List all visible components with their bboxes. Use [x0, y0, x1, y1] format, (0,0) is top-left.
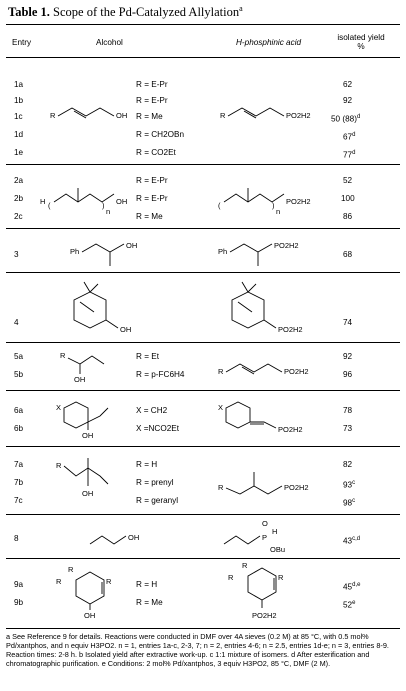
- yield-value: 67$^d$: [343, 132, 356, 142]
- label-OH: OH: [82, 489, 94, 498]
- acid-structure-1: [220, 96, 330, 126]
- label-OH: OH: [116, 197, 128, 206]
- condition-label: X = CH2: [136, 406, 168, 415]
- acid-structure-9: [228, 558, 328, 626]
- svg-text:(: (: [218, 201, 221, 210]
- label-OH: OH: [128, 533, 140, 542]
- condition-label: R = Me: [136, 112, 163, 121]
- yield-value: 43$^{c,d}$: [343, 536, 361, 546]
- label-P: P: [262, 533, 268, 542]
- entry-label: 5b: [14, 370, 24, 379]
- yield-value: 92: [343, 352, 353, 361]
- yield-value: 50 $(88)^d$: [331, 114, 361, 124]
- yield-value: 45$^{d,e}$: [343, 582, 361, 592]
- alcohol-structure-1: [50, 96, 140, 126]
- label-n: n: [106, 207, 111, 216]
- alcohol-structure-3: [70, 238, 160, 268]
- table-footnote: a See Reference 9 for details. Reactions were conducted in DMF over 4A sieves (0.2 M) at 85 °C, with 0.5 mol% Pd/xantphos, and n equiv H3PO2. n = 1, entries 1a-c, 2-3, 7; n = 2, entries 4-6; n = 2.5, entries 1d-e; n = 3, entries 8-9. Reaction times: 2-8 h. b Isolated yield after extractive work-up. c 1:1 mixture of isomers. d After esterification and chromatographic purification. e Conditions: 2 mol% Pd/xantphos, 3 equiv H3PO2, 85 °C, DMF (2 M).: [6, 632, 389, 668]
- group-rule: [6, 390, 400, 391]
- label-PO2H2: PO2H2: [284, 483, 309, 492]
- header-yield: [326, 33, 396, 51]
- entry-label: 8: [14, 534, 19, 543]
- condition-label: R = E-Pr: [136, 80, 168, 89]
- yield-value: 82: [343, 460, 353, 469]
- entry-label: 2b: [14, 194, 24, 203]
- yield-value: 96: [343, 370, 353, 379]
- bottom-rule: [6, 628, 400, 629]
- entry-label: 9b: [14, 598, 24, 607]
- header-acid-text: H-phosphinic acid: [236, 38, 302, 47]
- table-title-label: Table 1.: [8, 5, 50, 20]
- label-OH: OH: [120, 325, 132, 334]
- yield-value: 52: [343, 176, 353, 185]
- condition-label: R = E-Pr: [136, 194, 168, 203]
- label-R: R: [242, 561, 248, 570]
- header-entry: Entry: [12, 38, 32, 47]
- label-PO2H2: PO2H2: [286, 197, 311, 206]
- condition-label: R = H: [136, 580, 158, 589]
- condition-label: X =NCO2Et: [136, 424, 180, 433]
- label-R: R: [56, 461, 62, 470]
- yield-value: 73: [343, 424, 353, 433]
- entry-label: 3: [14, 250, 19, 259]
- acid-structure-4: [218, 280, 328, 340]
- group-rule: [6, 446, 400, 447]
- group-rule: [6, 228, 400, 229]
- svg-text:(: (: [48, 201, 51, 210]
- entry-label: 1c: [14, 112, 23, 121]
- label-OH: OH: [82, 431, 94, 440]
- alcohol-structure-9: [56, 562, 136, 622]
- yield-value: 93$^c$: [343, 480, 356, 490]
- entry-label: 5a: [14, 352, 24, 361]
- table-title-text: Scope of the Pd-Catalyzed Allylation: [53, 5, 240, 20]
- header-yield-line1: isolated yield: [337, 33, 385, 42]
- alcohol-structure-7: [56, 456, 136, 504]
- condition-label: R = p-FC6H4: [136, 370, 185, 379]
- condition-label: R = prenyl: [136, 478, 174, 487]
- alcohol-structure-5: [60, 346, 140, 382]
- acid-structure-6: [218, 396, 328, 440]
- header-yield-line2: %: [357, 42, 365, 51]
- yield-value: 52e: [343, 600, 356, 610]
- label-OH: OH: [74, 375, 86, 384]
- yield-value: 62: [343, 80, 353, 89]
- label-PO2H2: PO2H2: [286, 111, 311, 120]
- condition-label: R = CH2OBn: [136, 130, 185, 139]
- header-acid: [236, 38, 301, 47]
- condition-label: R = Me: [136, 212, 163, 221]
- entry-label: 1d: [14, 130, 24, 139]
- label-O: O: [262, 519, 268, 528]
- entry-label: 4: [14, 318, 19, 327]
- label-H: H: [272, 527, 278, 536]
- entry-label: 6a: [14, 406, 24, 415]
- entry-label: 2a: [14, 176, 24, 185]
- condition-label: R = E-Pr: [136, 176, 168, 185]
- condition-label: R = H: [136, 460, 158, 469]
- acid-structure-2: [218, 182, 328, 218]
- label-Ph: Ph: [70, 247, 80, 256]
- yield-value: 86: [343, 212, 353, 221]
- alcohol-structure-2: [40, 182, 130, 218]
- label-R: R: [50, 111, 56, 120]
- label-PO2H2: PO2H2: [278, 425, 303, 434]
- svg-text:): ): [102, 201, 105, 210]
- acid-structure-7: [218, 466, 338, 506]
- header-alcohol: Alcohol: [96, 38, 123, 47]
- label-OH: OH: [126, 241, 138, 250]
- entry-label: 1b: [14, 96, 24, 105]
- acid-structure-8: [218, 518, 328, 558]
- label-X: X: [218, 403, 224, 412]
- label-R: R: [68, 565, 74, 574]
- yield-value: 98$^c$: [343, 498, 356, 508]
- label-R: R: [218, 367, 224, 376]
- label-R: R: [56, 577, 62, 586]
- label-OBu: OBu: [270, 545, 286, 554]
- label-R: R: [228, 573, 234, 582]
- group-rule: [6, 514, 400, 515]
- condition-label: R = Et: [136, 352, 159, 361]
- label-OH: OH: [84, 611, 96, 620]
- group-rule: [6, 342, 400, 343]
- group-rule: [6, 164, 400, 165]
- condition-label: R = Me: [136, 598, 163, 607]
- entry-label: 7b: [14, 478, 24, 487]
- yield-value: 74: [343, 318, 353, 327]
- label-R: R: [220, 111, 226, 120]
- acid-structure-5: [218, 350, 328, 380]
- alcohol-structure-8: [86, 528, 156, 552]
- entry-label: 2c: [14, 212, 23, 221]
- entry-label: 7c: [14, 496, 23, 505]
- label-n: n: [276, 207, 281, 216]
- entry-label: 1a: [14, 80, 24, 89]
- table-title: [8, 4, 243, 20]
- entry-label: 9a: [14, 580, 24, 589]
- group-rule: [6, 272, 400, 273]
- yield-value: 100: [341, 194, 355, 203]
- label-PO2H2: PO2H2: [278, 325, 303, 334]
- top-rule: [6, 24, 400, 25]
- yield-value: 77$^d$: [343, 150, 356, 160]
- label-OH: OH: [116, 111, 128, 120]
- condition-label: R = geranyl: [136, 496, 179, 505]
- entry-label: 6b: [14, 424, 24, 433]
- yield-value: 78: [343, 406, 353, 415]
- label-PO2H2: PO2H2: [284, 367, 309, 376]
- header-rule: [6, 57, 400, 58]
- table-title-sup: a: [239, 4, 243, 13]
- label-PO2H2: PO2H2: [274, 241, 299, 250]
- condition-label: R = CO2Et: [136, 148, 176, 157]
- label-R: R: [218, 483, 224, 492]
- acid-structure-3: [218, 238, 328, 268]
- label-R: R: [278, 573, 284, 582]
- label-R: R: [60, 351, 66, 360]
- label-R: R: [106, 577, 112, 586]
- alcohol-structure-4: [60, 280, 160, 340]
- svg-text:): ): [272, 201, 275, 210]
- entry-label: 1e: [14, 148, 24, 157]
- yield-value: 92: [343, 96, 353, 105]
- alcohol-structure-6: [56, 396, 146, 440]
- label-H: H: [40, 197, 46, 206]
- condition-label: R = E-Pr: [136, 96, 168, 105]
- entry-label: 7a: [14, 460, 24, 469]
- label-X: X: [56, 403, 62, 412]
- label-Ph: Ph: [218, 247, 228, 256]
- yield-value: 68: [343, 250, 353, 259]
- group-rule: [6, 558, 400, 559]
- label-PO2H2: PO2H2: [252, 611, 277, 620]
